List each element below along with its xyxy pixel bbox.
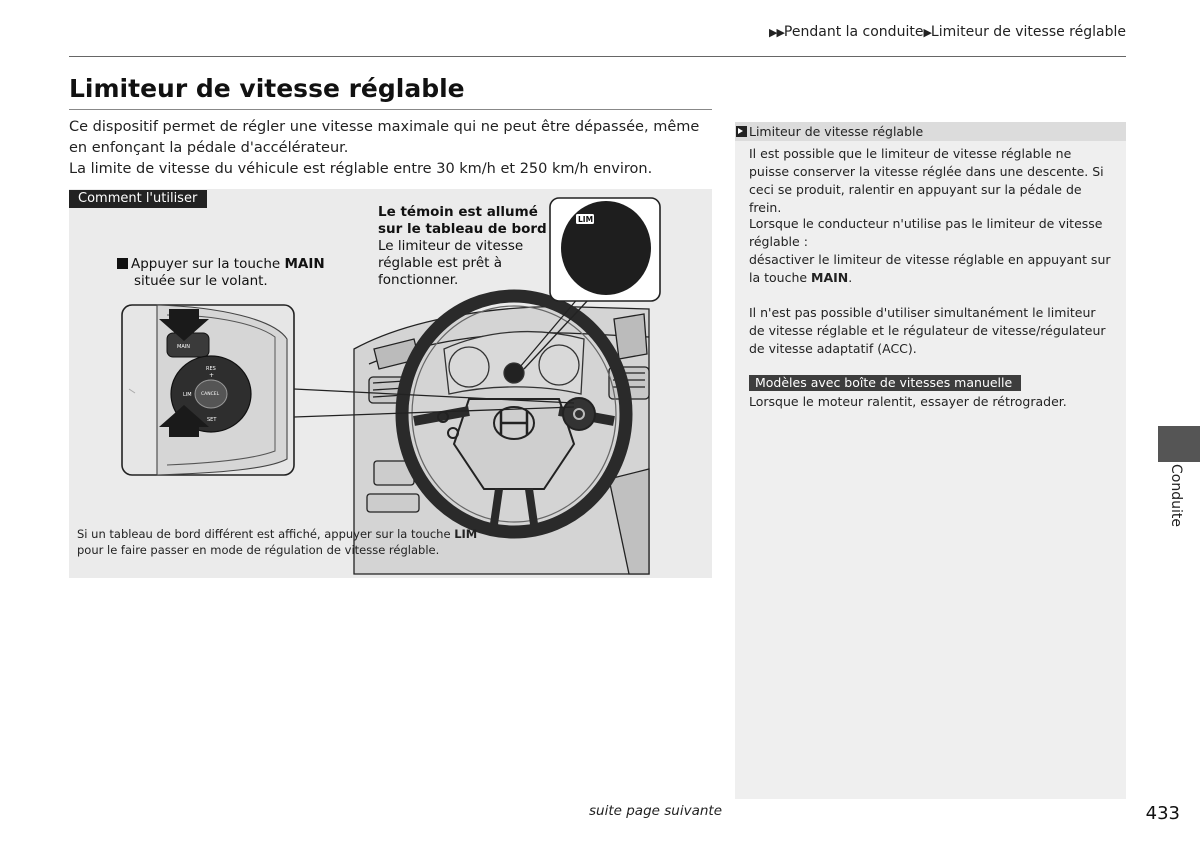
step-instruction [117, 256, 357, 290]
note-key: LIM [454, 527, 478, 541]
sidebar-p2-text: désactiver le limiteur de vitesse réglable en appuyant sur la touche [749, 252, 1111, 285]
figure-note [77, 526, 577, 558]
intro-line-2: La limite de vitesse du véhicule est réglable entre 30 km/h et 250 km/h environ. [69, 161, 653, 177]
lim-button-label: LIM [183, 392, 192, 398]
step-key: MAIN [284, 256, 325, 272]
breadcrumb-page[interactable]: Limiteur de vitesse réglable [930, 24, 1126, 40]
instrument-cluster [444, 332, 584, 394]
indicator-text: Le limiteur de vitesse réglable est prêt à fonctionner. [378, 238, 524, 288]
res-button-label: RES [206, 366, 216, 372]
intro-text [69, 117, 712, 180]
sidebar-paragraph-2 [749, 215, 1114, 287]
page-number: 433 [1145, 803, 1180, 824]
sidebar-p2-line2 [749, 251, 1114, 287]
intro-line-1: Ce dispositif permet de régler une vitesse maximale qui ne peut être dépassée, même en enfonçant la pédale d'accélérateur. [69, 119, 700, 156]
sidebar-paragraph-4 [749, 393, 1114, 411]
note-prefix: Si un tableau de bord différent est affiché, appuyer sur la touche [77, 527, 455, 541]
section-tab-label [1158, 462, 1200, 542]
note-suffix: pour le faire passer en mode de régulation de vitesse réglable. [77, 543, 440, 557]
breadcrumb [769, 24, 1126, 40]
sidebar-header-text: Limiteur de vitesse réglable [749, 124, 924, 139]
sidebar-p2-end: . [848, 270, 853, 285]
plus-button-label: + [209, 372, 215, 379]
cancel-button-label: CANCEL [201, 392, 220, 397]
controls-zoom-box [122, 305, 294, 475]
manual-models-label: Modèles avec boîte de vitesses manuelle [749, 375, 1021, 391]
sidebar-header [735, 122, 1126, 141]
sidebar-p2-line1: Lorsque le conducteur n'utilise pas le limiteur de vitesse réglable : [749, 216, 1103, 249]
reference-arrow-icon [736, 126, 747, 137]
title-divider [69, 109, 712, 110]
sidebar-paragraph-1 [749, 145, 1114, 217]
double-arrow-icon: ▶▶ [769, 26, 784, 39]
set-button-label: SET [207, 417, 217, 423]
section-tab[interactable] [1158, 426, 1200, 462]
sidebar-paragraph-3 [749, 304, 1114, 358]
arrow-icon: ▶ [923, 26, 931, 39]
step-marker-icon [117, 258, 128, 269]
step-suffix: située sur le volant. [134, 273, 268, 289]
breadcrumb-section[interactable]: Pendant la conduite [783, 24, 924, 40]
sidebar-p2-key: MAIN [811, 270, 849, 285]
sidebar-p3: Il n'est pas possible d'utiliser simultanément le limiteur de vitesse réglable et le régulateur de vitesse/régulateur de vitesse adaptatif (ACC). [749, 305, 1106, 356]
step-prefix: Appuyer sur la touche [131, 256, 285, 272]
sidebar-manual-text: Lorsque le moteur ralentit, essayer de rétrograder. [749, 394, 1067, 409]
section-tab-text: Conduite [1168, 464, 1184, 527]
lim-indicator-bubble [550, 198, 660, 301]
sidebar-p1: Il est possible que le limiteur de vitesse réglable ne puisse conserver la vitesse réglée dans une descente. Si ceci se produit, ralentir en appuyant sur la pédale de frein. [749, 146, 1104, 215]
page-title: Limiteur de vitesse réglable [69, 74, 465, 103]
figure-label: Comment l'utiliser [69, 190, 207, 208]
header-divider [69, 56, 1126, 57]
indicator-title: Le témoin est allumé sur le tableau de bord [378, 204, 547, 237]
indicator-callout [378, 204, 553, 289]
lim-badge: LIM [578, 215, 594, 224]
main-button-label: MAIN [177, 344, 190, 350]
continued-note: suite page suivante [589, 803, 722, 819]
